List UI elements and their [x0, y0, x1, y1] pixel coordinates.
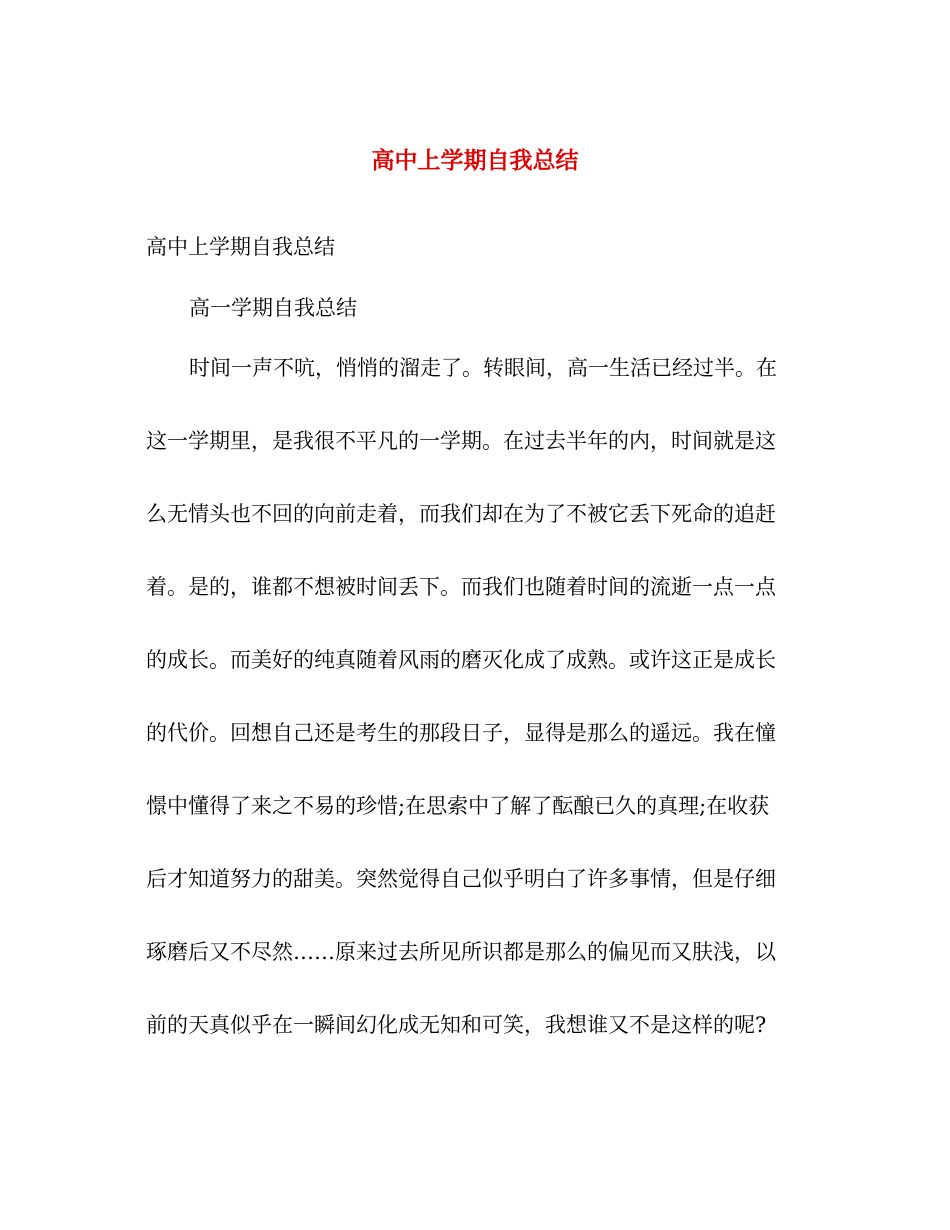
body-paragraph [146, 346, 806, 1076]
paragraph-line: 憬中懂得了来之不易的珍惜;在思索中了解了酝酿已久的真理;在收获 [146, 794, 770, 818]
paragraph-line: 么无情头也不回的向前走着，而我们却在为了不被它丢下死命的追赶 [146, 502, 776, 526]
document-title: 高中上学期自我总结 [371, 147, 579, 174]
section-heading: 高一学期自我总结 [189, 296, 357, 320]
paragraph-line: 的成长。而美好的纯真随着风雨的磨灭化成了成熟。或许这正是成长 [146, 648, 776, 672]
paragraph-line: 着。是的，谁都不想被时间丢下。而我们也随着时间的流逝一点一点 [146, 575, 776, 599]
paragraph-line: 时间一声不吭，悄悄的溜走了。转眼间，高一生活已经过半。在 [189, 356, 777, 380]
document-subtitle: 高中上学期自我总结 [146, 235, 335, 259]
paragraph-line: 后才知道努力的甜美。突然觉得自己似乎明白了许多事情，但是仔细 [146, 867, 776, 891]
paragraph-line: 这一学期里，是我很不平凡的一学期。在过去半年的内，时间就是这 [146, 429, 776, 453]
paragraph-line: 琢磨后又不尽然……原来过去所见所识都是那么的偏见而又肤浅，以 [146, 940, 776, 964]
paragraph-line: 前的天真似乎在一瞬间幻化成无知和可笑，我想谁又不是这样的呢? [146, 1013, 767, 1037]
paragraph-line: 的代价。回想自己还是考生的那段日子，显得是那么的遥远。我在憧 [146, 721, 776, 745]
